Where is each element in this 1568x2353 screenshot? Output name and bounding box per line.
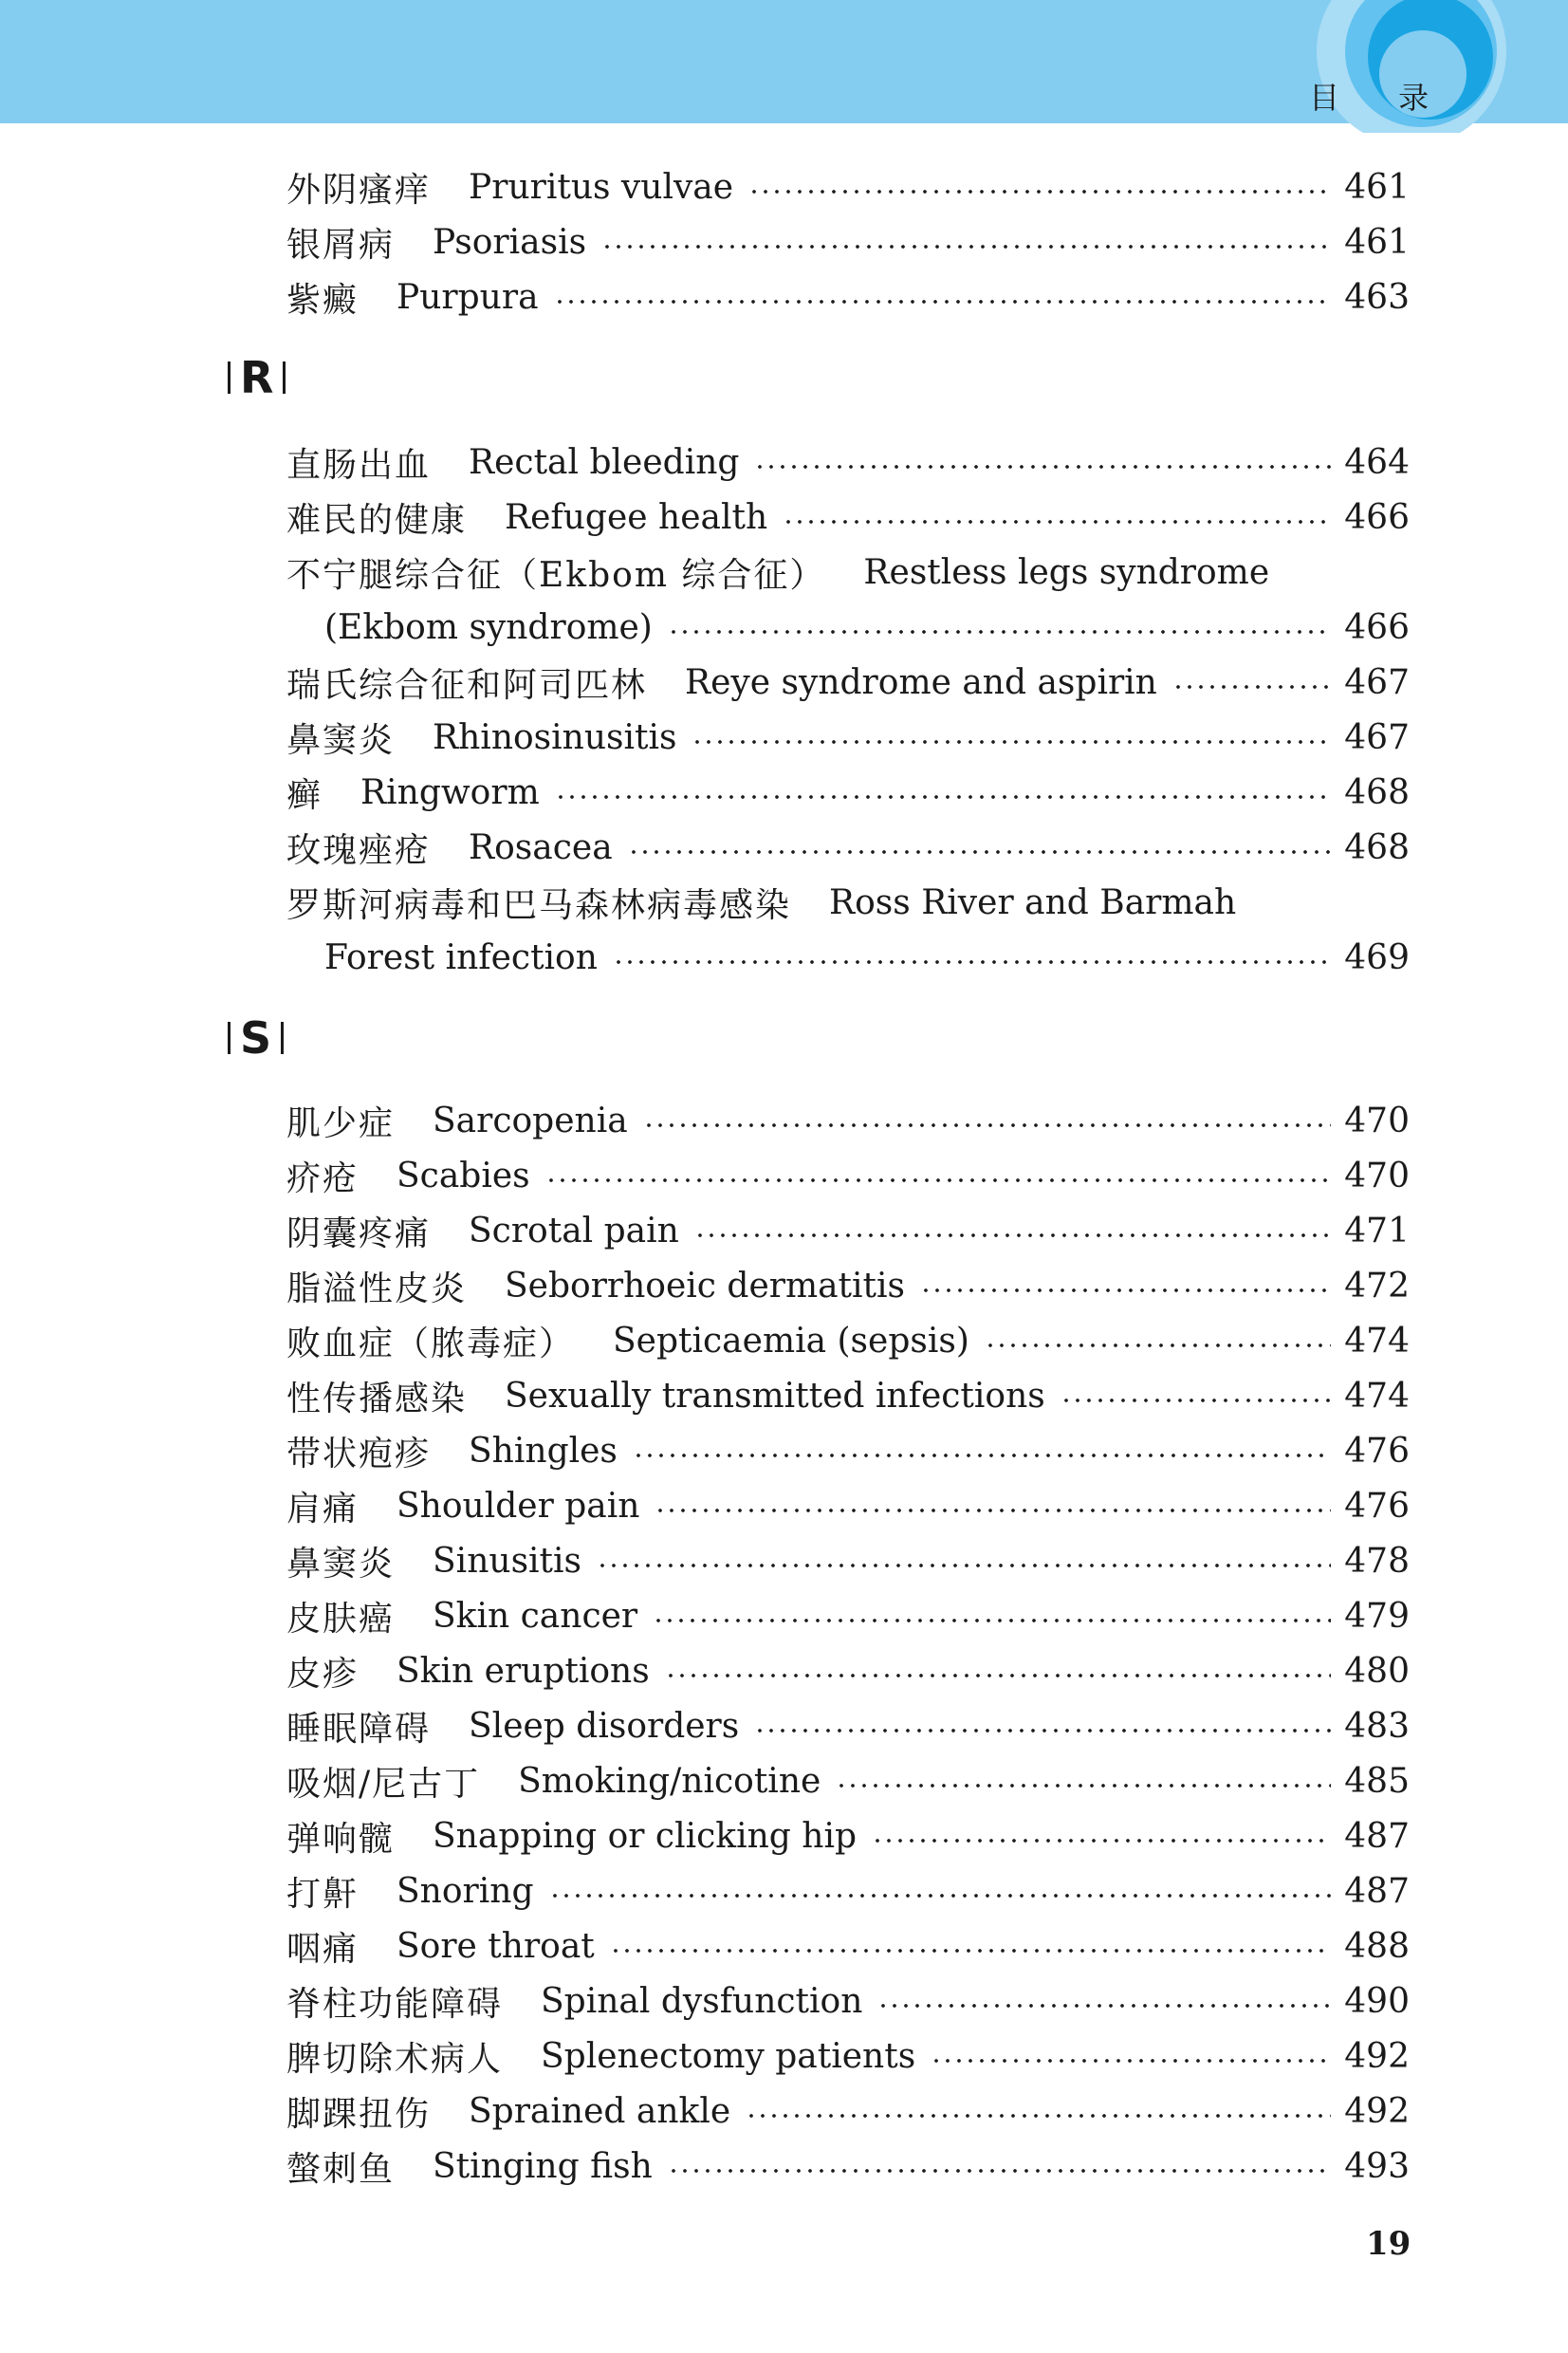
entry-title-zh: 阴囊疼痛 bbox=[286, 1214, 432, 1253]
dot-leader bbox=[872, 1838, 1331, 1843]
entry-title-en: Purpura bbox=[397, 277, 539, 317]
entry-page-number: 492 bbox=[1344, 2036, 1410, 2076]
entry-page-number: 480 bbox=[1344, 1651, 1410, 1691]
toc-entry[interactable] bbox=[286, 1537, 1410, 1584]
entry-page-number: 466 bbox=[1344, 497, 1410, 537]
section-letter: S bbox=[240, 1012, 272, 1064]
entry-title-zh: 难民的健康 bbox=[286, 500, 468, 540]
toc-entry[interactable] bbox=[286, 218, 1410, 266]
dot-leader bbox=[633, 1453, 1331, 1458]
dot-leader bbox=[668, 629, 1331, 635]
entry-title-en-continued: Forest infection bbox=[324, 937, 598, 977]
entry-page-number: 463 bbox=[1344, 277, 1410, 317]
entry-title-en: Reye syndrome and aspirin bbox=[685, 662, 1157, 702]
dot-leader bbox=[555, 794, 1332, 800]
entry-title-zh: 脚踝扭伤 bbox=[286, 2094, 432, 2134]
toc-entry[interactable] bbox=[286, 1317, 1410, 1364]
dot-leader bbox=[836, 1783, 1331, 1788]
entry-title-zh: 肩痛 bbox=[286, 1489, 360, 1529]
entry-page-number: 483 bbox=[1344, 1706, 1410, 1746]
section-heading-s bbox=[218, 1010, 293, 1066]
entry-title-zh: 性传播感染 bbox=[286, 1379, 468, 1418]
entry-page-number: 492 bbox=[1344, 2091, 1410, 2131]
entry-title-en: Rosacea bbox=[469, 827, 613, 867]
entry-title-zh: 外阴瘙痒 bbox=[286, 170, 432, 210]
entry-title-en: Septicaemia (sepsis) bbox=[613, 1321, 969, 1361]
toc-entry[interactable] bbox=[286, 273, 1410, 321]
entry-title-zh: 银屑病 bbox=[286, 225, 396, 265]
toc-entry[interactable] bbox=[286, 824, 1410, 871]
entry-title-en: Scrotal pain bbox=[469, 1211, 679, 1251]
dot-leader bbox=[754, 464, 1331, 470]
entry-page-number: 461 bbox=[1344, 222, 1410, 262]
entry-title-zh: 咽痛 bbox=[286, 1929, 360, 1969]
entry-page-number: 493 bbox=[1344, 2146, 1410, 2186]
section-heading-r bbox=[218, 349, 295, 406]
dot-leader bbox=[748, 189, 1331, 195]
toc-entry-continuation[interactable] bbox=[324, 934, 1410, 981]
dot-leader bbox=[628, 849, 1332, 855]
entry-page-number: 471 bbox=[1344, 1211, 1410, 1251]
entry-page-number: 467 bbox=[1344, 717, 1410, 757]
entry-page-number: 464 bbox=[1344, 442, 1410, 482]
toc-entry[interactable] bbox=[286, 658, 1410, 706]
dot-leader bbox=[545, 1177, 1332, 1183]
section-bar-right bbox=[283, 361, 286, 394]
entry-page-number: 470 bbox=[1344, 1101, 1410, 1140]
entry-title-zh: 睡眠障碍 bbox=[286, 1709, 432, 1749]
entry-title-zh: 脂溢性皮炎 bbox=[286, 1269, 468, 1308]
entry-title-en: Sinusitis bbox=[433, 1541, 582, 1581]
entry-title-zh: 皮疹 bbox=[286, 1654, 360, 1694]
toc-entry[interactable] bbox=[286, 1097, 1410, 1144]
entry-page-number: 468 bbox=[1344, 772, 1410, 812]
entry-title-en: Sleep disorders bbox=[469, 1706, 740, 1746]
entry-title-zh: 弹响髋 bbox=[286, 1819, 396, 1859]
dot-leader bbox=[985, 1343, 1331, 1348]
entry-title-zh: 带状疱疹 bbox=[286, 1434, 432, 1473]
entry-title-zh: 不宁腿综合征（Ekbom 综合征） bbox=[286, 555, 826, 595]
dot-leader bbox=[613, 959, 1331, 965]
toc-entry[interactable] bbox=[286, 1482, 1410, 1529]
entry-title-zh: 脾切除术病人 bbox=[286, 2039, 504, 2079]
entry-title-en: Rhinosinusitis bbox=[433, 717, 677, 757]
toc-entry[interactable] bbox=[286, 1757, 1410, 1805]
entry-title-zh: 吸烟/尼古丁 bbox=[286, 1764, 481, 1804]
dot-leader bbox=[692, 739, 1331, 745]
entry-page-number: 474 bbox=[1344, 1376, 1410, 1416]
entry-page-number: 490 bbox=[1344, 1981, 1410, 2021]
entry-page-number: 470 bbox=[1344, 1156, 1410, 1195]
entry-title-zh: 脊柱功能障碍 bbox=[286, 1984, 504, 2024]
dot-leader bbox=[920, 1288, 1331, 1293]
entry-title-en: Rectal bleeding bbox=[469, 442, 740, 482]
entry-title-zh: 玫瑰痤疮 bbox=[286, 830, 432, 870]
dot-leader bbox=[754, 1728, 1331, 1733]
entry-title-en: Ross River and Barmah bbox=[829, 882, 1237, 922]
entry-page-number: 466 bbox=[1344, 607, 1410, 647]
entry-title-en: Sprained ankle bbox=[469, 2091, 731, 2131]
dot-leader bbox=[554, 299, 1332, 305]
entry-page-number: 461 bbox=[1344, 167, 1410, 207]
section-letter: R bbox=[240, 352, 274, 403]
toc-entry[interactable] bbox=[286, 1152, 1410, 1199]
toc-entry[interactable] bbox=[286, 713, 1410, 761]
toc-entry[interactable] bbox=[286, 2032, 1410, 2080]
entry-title-zh: 疥疮 bbox=[286, 1158, 360, 1198]
entry-title-en: Stinging fish bbox=[433, 2146, 653, 2186]
entry-title-en-continued: (Ekbom syndrome) bbox=[324, 607, 653, 647]
toc-entry[interactable] bbox=[286, 438, 1410, 486]
toc-entry[interactable] bbox=[286, 1702, 1410, 1750]
entry-title-zh: 打鼾 bbox=[286, 1874, 360, 1914]
entry-page-number: 472 bbox=[1344, 1266, 1410, 1306]
toc-entry[interactable] bbox=[286, 1427, 1410, 1474]
entry-title-en: Scabies bbox=[397, 1156, 530, 1195]
toc-entry[interactable] bbox=[286, 493, 1410, 541]
entry-title-zh: 肌少症 bbox=[286, 1103, 396, 1143]
toc-entry[interactable] bbox=[286, 1812, 1410, 1860]
toc-entry[interactable] bbox=[286, 1647, 1410, 1695]
toc-entry-wrapped[interactable] bbox=[286, 879, 1237, 926]
page-number: 19 bbox=[1366, 2225, 1411, 2263]
dot-leader bbox=[668, 2168, 1332, 2174]
entry-title-en: Skin eruptions bbox=[397, 1651, 650, 1691]
dot-leader bbox=[549, 1893, 1332, 1899]
entry-page-number: 469 bbox=[1344, 937, 1410, 977]
entry-page-number: 487 bbox=[1344, 1816, 1410, 1856]
entry-page-number: 478 bbox=[1344, 1541, 1410, 1581]
entry-title-zh: 鼻窦炎 bbox=[286, 720, 396, 760]
entry-title-en: Smoking/nicotine bbox=[518, 1761, 821, 1801]
entry-title-en: Seborrhoeic dermatitis bbox=[505, 1266, 905, 1306]
entry-page-number: 474 bbox=[1344, 1321, 1410, 1361]
entry-page-number: 487 bbox=[1344, 1871, 1410, 1911]
section-bar-left bbox=[228, 1022, 231, 1054]
toc-entry[interactable] bbox=[286, 1922, 1410, 1970]
dot-leader bbox=[746, 2113, 1331, 2119]
section-bar-left bbox=[228, 361, 231, 394]
entry-title-zh: 败血症（脓毒症） bbox=[286, 1324, 576, 1363]
toc-entry[interactable] bbox=[286, 1592, 1410, 1640]
entry-page-number: 479 bbox=[1344, 1596, 1410, 1636]
dot-leader bbox=[783, 519, 1331, 525]
entry-title-en: Shoulder pain bbox=[397, 1486, 640, 1526]
entry-title-en: Restless legs syndrome bbox=[863, 552, 1270, 592]
toc-entry[interactable] bbox=[286, 1372, 1410, 1419]
entry-title-en: Sexually transmitted infections bbox=[505, 1376, 1045, 1416]
entry-title-en: Psoriasis bbox=[433, 222, 587, 262]
entry-title-zh: 螫刺鱼 bbox=[286, 2149, 396, 2189]
toc-entry[interactable] bbox=[286, 1207, 1410, 1254]
entry-title-en: Splenectomy patients bbox=[541, 2036, 916, 2076]
dot-leader bbox=[694, 1232, 1331, 1238]
toc-entry[interactable] bbox=[286, 1867, 1410, 1915]
dot-leader bbox=[665, 1673, 1332, 1678]
dot-leader bbox=[610, 1948, 1332, 1954]
dot-leader bbox=[1061, 1398, 1332, 1403]
toc-entry[interactable] bbox=[286, 769, 1410, 816]
dot-leader bbox=[597, 1563, 1331, 1568]
entry-title-en: Pruritus vulvae bbox=[469, 167, 734, 207]
dot-leader bbox=[653, 1618, 1331, 1623]
entry-page-number: 468 bbox=[1344, 827, 1410, 867]
entry-page-number: 485 bbox=[1344, 1761, 1410, 1801]
entry-title-zh: 瑞氏综合征和阿司匹林 bbox=[286, 665, 648, 705]
toc-entry[interactable] bbox=[286, 2087, 1410, 2135]
entry-title-en: Shingles bbox=[469, 1431, 618, 1471]
toc-entry[interactable] bbox=[286, 2142, 1410, 2190]
entry-page-number: 488 bbox=[1344, 1926, 1410, 1966]
dot-leader bbox=[601, 244, 1331, 250]
entry-title-en: Ringworm bbox=[360, 772, 540, 812]
entry-title-zh: 癣 bbox=[286, 775, 323, 815]
toc-entry[interactable] bbox=[286, 163, 1410, 211]
dot-leader bbox=[655, 1508, 1331, 1513]
entry-title-en: Sore throat bbox=[397, 1926, 595, 1966]
toc-entry-continuation[interactable] bbox=[324, 603, 1410, 651]
toc-entry-wrapped[interactable] bbox=[286, 548, 1270, 596]
entry-title-zh: 紫癜 bbox=[286, 280, 360, 320]
entry-title-en: Snoring bbox=[397, 1871, 534, 1911]
entry-title-en: Skin cancer bbox=[433, 1596, 638, 1636]
dot-leader bbox=[877, 2003, 1331, 2009]
section-bar-right bbox=[281, 1022, 284, 1054]
entry-page-number: 476 bbox=[1344, 1486, 1410, 1526]
header-section-label: 目 录 bbox=[1309, 80, 1454, 116]
entry-title-zh: 直肠出血 bbox=[286, 445, 432, 485]
entry-title-en: Snapping or clicking hip bbox=[433, 1816, 858, 1856]
entry-title-en: Spinal dysfunction bbox=[541, 1981, 863, 2021]
entry-title-zh: 皮肤癌 bbox=[286, 1599, 396, 1639]
entry-page-number: 467 bbox=[1344, 662, 1410, 702]
toc-entry[interactable] bbox=[286, 1977, 1410, 2025]
dot-leader bbox=[1172, 684, 1331, 690]
entry-title-en: Refugee health bbox=[505, 497, 768, 537]
toc-entry[interactable] bbox=[286, 1262, 1410, 1309]
dot-leader bbox=[643, 1122, 1332, 1128]
dot-leader bbox=[931, 2058, 1331, 2064]
entry-title-en: Sarcopenia bbox=[433, 1101, 628, 1140]
entry-page-number: 476 bbox=[1344, 1431, 1410, 1471]
entry-title-zh: 罗斯河病毒和巴马森林病毒感染 bbox=[286, 885, 792, 925]
entry-title-zh: 鼻窦炎 bbox=[286, 1544, 396, 1584]
